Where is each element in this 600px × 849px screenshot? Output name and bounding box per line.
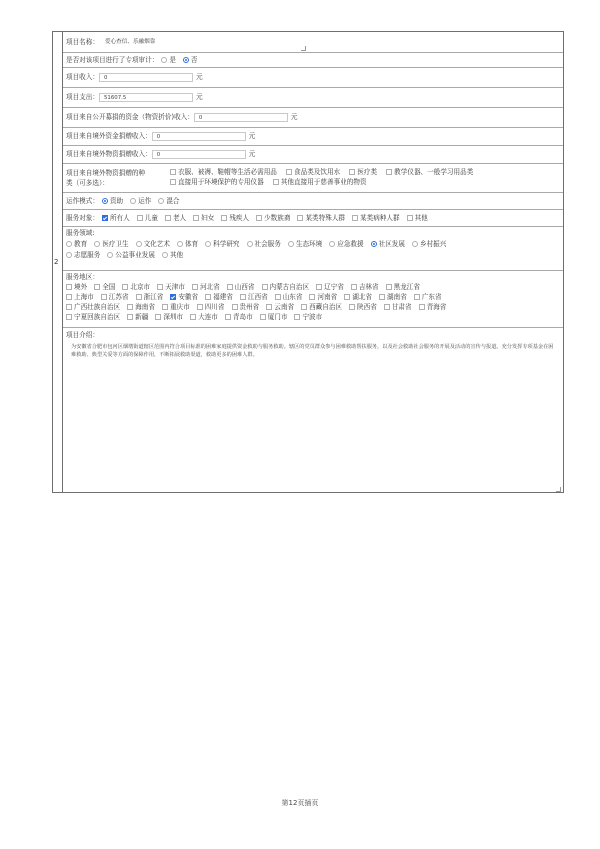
- region-option-2-label: 北京市: [130, 283, 151, 291]
- region-option-25-label: 贵州省: [239, 303, 260, 311]
- row-number-column: [53, 32, 63, 492]
- expense-row: [63, 88, 563, 108]
- audit-label: 是否对该项目进行了专项审计：: [66, 55, 159, 64]
- goods-other-checkbox[interactable]: [273, 179, 279, 185]
- region-option-1-checkbox[interactable]: [94, 284, 100, 290]
- field-option-6-label: 生态环境: [295, 240, 323, 248]
- region-option-34-checkbox[interactable]: [190, 314, 196, 320]
- target-option-6-label: 某类特殊人群: [305, 213, 346, 222]
- field-option-2-radio[interactable]: [136, 241, 142, 247]
- audit-yes-label: 是: [169, 55, 176, 64]
- intro-resize-handle-icon[interactable]: [556, 487, 561, 492]
- region-option-24-label: 四川省: [204, 303, 225, 311]
- overseas-fund-row: [63, 128, 563, 146]
- target-option-2-label: 老人: [172, 213, 187, 222]
- region-option-29-checkbox[interactable]: [384, 304, 390, 310]
- page-footer: 第12页插页: [281, 799, 319, 807]
- field-option-12-label: 其他: [169, 251, 184, 259]
- region-option-12-label: 浙江省: [143, 293, 164, 301]
- target-option-7-checkbox[interactable]: [352, 215, 358, 221]
- region-option-6-label: 内蒙古自治区: [269, 283, 310, 291]
- region-option-24-checkbox[interactable]: [197, 304, 203, 310]
- region-option-37-checkbox[interactable]: [294, 314, 300, 320]
- target-option-4-label: 残疾人: [229, 213, 250, 222]
- field-option-11-label: 公益事业发展: [115, 251, 155, 259]
- operation-grant-label: 资助: [109, 196, 124, 205]
- service-field-row: [63, 227, 563, 271]
- field-option-11-radio[interactable]: [107, 252, 113, 258]
- expense-input[interactable]: 51607.5: [99, 93, 193, 102]
- region-option-10-checkbox[interactable]: [66, 294, 72, 300]
- overseas-goods-input[interactable]: 0: [152, 150, 246, 159]
- income-label: 项目收入：: [66, 73, 99, 81]
- region-option-30-label: 青海省: [426, 303, 447, 311]
- public-fund-label: 项目来自公开募捐的资金（物资折价)收入：: [66, 113, 194, 121]
- region-option-0-checkbox[interactable]: [66, 284, 72, 290]
- region-option-16-checkbox[interactable]: [275, 294, 281, 300]
- service-region-row: [63, 271, 563, 328]
- target-option-1-checkbox[interactable]: [137, 215, 143, 221]
- target-option-1-label: 儿童: [144, 213, 158, 222]
- target-option-7-label: 某类病种人群: [360, 213, 400, 222]
- target-option-8-label: 其他: [414, 213, 428, 222]
- goods-teaching-label: 教学仪器、一般学习用品类: [394, 168, 474, 176]
- public-fund-unit: 元: [290, 113, 298, 121]
- operation-mixed-radio[interactable]: [158, 198, 164, 204]
- goods-type-label-line2: 类（可多选）：: [66, 179, 109, 187]
- region-option-13-label: 安徽省: [178, 293, 199, 301]
- region-option-6-checkbox[interactable]: [262, 284, 268, 290]
- field-option-3-radio[interactable]: [177, 241, 183, 247]
- region-option-8-label: 吉林省: [358, 283, 379, 291]
- field-option-5-label: 社会服务: [254, 240, 281, 248]
- region-option-28-label: 陕西省: [357, 303, 377, 311]
- field-option-1-radio[interactable]: [94, 241, 100, 247]
- goods-type-label-line1: 项目来自境外物资捐赠的种: [66, 169, 146, 177]
- operation-label: 运作模式：: [66, 196, 99, 205]
- field-option-7-radio[interactable]: [329, 241, 335, 247]
- intro-textarea[interactable]: 为安徽省合肥市包河区烟墩街道辖区范围内符合项目标准的困难家庭提供资金救助与服务救助。辖区的党员群众参与困难救助帮扶服务，以及社会救助社会服务的开展及活动的宣传与报道。充分发挥专项基金在困难救助、典型关爱等方面的保障作用，不断拓展救助渠道，救助更多的困难人群。: [71, 344, 554, 358]
- row-number: 2: [54, 258, 59, 266]
- income-input[interactable]: 0: [99, 73, 193, 82]
- service-target-label: 服务对象：: [66, 213, 99, 222]
- region-option-17-label: 河南省: [317, 293, 338, 301]
- region-option-0-label: 境外: [74, 283, 88, 291]
- target-option-0-label: 所有人: [109, 213, 130, 222]
- region-option-3-label: 天津市: [165, 283, 185, 291]
- goods-necessities-checkbox[interactable]: [170, 169, 176, 175]
- region-option-36-checkbox[interactable]: [260, 314, 266, 320]
- region-option-32-checkbox[interactable]: [127, 314, 133, 320]
- field-option-10-label: 志愿服务: [74, 251, 101, 259]
- goods-environment-label: 直接用于环境保护的专用仪器: [178, 178, 264, 186]
- goods-environment-checkbox[interactable]: [170, 179, 176, 185]
- public-fund-row: [63, 108, 563, 128]
- region-option-33-checkbox[interactable]: [155, 314, 161, 320]
- audit-no-radio[interactable]: [183, 57, 189, 63]
- region-option-35-checkbox[interactable]: [225, 314, 231, 320]
- region-option-23-label: 重庆市: [169, 303, 190, 311]
- resize-handle-icon[interactable]: [301, 46, 306, 51]
- target-option-4-checkbox[interactable]: [221, 215, 227, 221]
- target-option-6-checkbox[interactable]: [297, 215, 303, 221]
- region-option-18-label: 湖北省: [352, 293, 373, 301]
- target-option-0-checkbox[interactable]: [102, 215, 108, 221]
- region-option-20-checkbox[interactable]: [414, 294, 420, 300]
- target-option-3-label: 妇女: [201, 213, 215, 222]
- region-option-27-label: 西藏自治区: [309, 303, 343, 311]
- goods-medical-label: 医疗类: [357, 168, 378, 176]
- intro-row: [63, 328, 563, 494]
- region-option-5-label: 山西省: [234, 283, 255, 291]
- region-option-7-label: 辽宁省: [324, 283, 344, 291]
- expense-unit: 元: [195, 93, 203, 101]
- field-option-8-label: 社区发展: [378, 240, 405, 248]
- expense-label: 项目支出：: [66, 93, 99, 101]
- region-option-26-checkbox[interactable]: [266, 304, 272, 310]
- audit-row: [63, 53, 563, 68]
- target-option-5-checkbox[interactable]: [256, 215, 262, 221]
- goods-teaching-checkbox[interactable]: [386, 169, 392, 175]
- region-option-21-label: 广西壮族自治区: [74, 303, 121, 311]
- region-option-33-label: 深圳市: [163, 313, 184, 321]
- region-option-13-checkbox[interactable]: [170, 294, 176, 300]
- service-target-row: [63, 210, 563, 227]
- region-option-31-checkbox[interactable]: [66, 314, 72, 320]
- field-option-5-radio[interactable]: [247, 241, 253, 247]
- region-option-32-label: 新疆: [135, 313, 149, 321]
- field-option-9-label: 乡村振兴: [420, 240, 447, 248]
- region-option-15-checkbox[interactable]: [240, 294, 246, 300]
- region-option-11-label: 江苏省: [108, 293, 129, 301]
- audit-no-label: 否: [190, 55, 198, 64]
- overseas-goods-unit: 元: [248, 150, 256, 158]
- region-option-3-checkbox[interactable]: [157, 284, 163, 290]
- operation-row: [63, 193, 563, 210]
- field-option-9-radio[interactable]: [412, 241, 418, 247]
- field-option-8-radio[interactable]: [371, 241, 377, 247]
- region-option-11-checkbox[interactable]: [101, 294, 107, 300]
- overseas-goods-label: 项目来自境外物资捐赠收入：: [66, 150, 152, 158]
- region-option-34-label: 大连市: [198, 313, 218, 321]
- field-option-2-label: 文化艺术: [143, 240, 170, 248]
- region-option-19-checkbox[interactable]: [379, 294, 385, 300]
- service-field-label: 服务领域:: [66, 229, 95, 237]
- region-option-10-label: 上海市: [74, 293, 94, 301]
- income-unit: 元: [195, 73, 203, 81]
- goods-medical-checkbox[interactable]: [349, 169, 355, 175]
- field-option-12-radio[interactable]: [162, 252, 168, 258]
- region-option-2-checkbox[interactable]: [122, 284, 128, 290]
- project-form: [52, 31, 564, 493]
- field-option-6-radio[interactable]: [288, 241, 294, 247]
- goods-food-checkbox[interactable]: [286, 169, 292, 175]
- region-option-31-label: 宁夏回族自治区: [74, 313, 121, 321]
- operation-run-radio[interactable]: [130, 198, 136, 204]
- region-option-22-label: 海南省: [135, 303, 155, 311]
- field-option-1-label: 医疗卫生: [102, 240, 129, 248]
- overseas-fund-label: 项目来自境外资金捐赠收入：: [66, 132, 152, 140]
- region-option-23-checkbox[interactable]: [162, 304, 168, 310]
- intro-label: 项目介绍：: [66, 331, 99, 339]
- goods-type-row: [63, 164, 563, 193]
- region-option-22-checkbox[interactable]: [127, 304, 133, 310]
- region-option-4-label: 河北省: [199, 283, 220, 291]
- goods-necessities-label: 衣服、被褥、鞋帽等生活必需用品: [178, 168, 277, 176]
- field-option-3-label: 体育: [184, 240, 199, 248]
- audit-yes-radio[interactable]: [161, 57, 167, 63]
- region-option-20-label: 广东省: [421, 293, 442, 301]
- region-option-28-checkbox[interactable]: [349, 304, 355, 310]
- operation-mixed-label: 混合: [166, 196, 180, 205]
- field-option-4-radio[interactable]: [205, 241, 211, 247]
- project-name-row: [63, 32, 563, 53]
- region-option-19-label: 湖南省: [387, 293, 407, 301]
- overseas-goods-row: [63, 146, 563, 164]
- goods-other-label: 其他直接用于慈善事业的物资: [280, 178, 367, 186]
- income-row: [63, 68, 563, 88]
- target-option-3-checkbox[interactable]: [193, 215, 199, 221]
- region-option-17-checkbox[interactable]: [309, 294, 315, 300]
- region-option-35-label: 青岛市: [232, 313, 253, 321]
- region-option-15-label: 江西省: [247, 293, 268, 301]
- region-option-14-label: 福建省: [213, 293, 233, 301]
- field-option-10-radio[interactable]: [66, 252, 72, 258]
- operation-grant-radio[interactable]: [102, 198, 108, 204]
- region-option-1-label: 全国: [102, 283, 116, 291]
- field-option-0-label: 教育: [74, 240, 88, 248]
- region-option-8-checkbox[interactable]: [351, 284, 357, 290]
- region-option-9-label: 黑龙江省: [393, 283, 420, 291]
- region-option-7-checkbox[interactable]: [316, 284, 322, 290]
- target-option-8-checkbox[interactable]: [407, 215, 413, 221]
- region-option-4-checkbox[interactable]: [192, 284, 198, 290]
- region-option-16-label: 山东省: [282, 293, 303, 301]
- region-option-36-label: 厦门市: [267, 313, 288, 321]
- region-option-37-label: 宁波市: [302, 313, 323, 321]
- region-option-5-checkbox[interactable]: [227, 284, 233, 290]
- goods-food-label: 食品类及饮用水: [294, 168, 341, 176]
- project-name-label: 项目名称：: [66, 37, 99, 46]
- region-option-14-checkbox[interactable]: [205, 294, 211, 300]
- target-option-2-checkbox[interactable]: [165, 215, 171, 221]
- overseas-fund-input[interactable]: 0: [152, 132, 246, 141]
- overseas-fund-unit: 元: [248, 132, 256, 140]
- region-option-29-label: 甘肃省: [391, 303, 412, 311]
- region-option-18-checkbox[interactable]: [344, 294, 350, 300]
- public-fund-input[interactable]: 0: [194, 113, 288, 122]
- field-option-7-label: 应急救援: [337, 240, 364, 248]
- region-option-26-label: 云南省: [274, 303, 295, 311]
- target-option-5-label: 少数族裔: [264, 213, 291, 222]
- region-option-9-checkbox[interactable]: [386, 284, 392, 290]
- field-option-4-label: 科学研究: [213, 240, 240, 248]
- region-option-21-checkbox[interactable]: [66, 304, 72, 310]
- region-option-30-checkbox[interactable]: [419, 304, 425, 310]
- project-name-value[interactable]: 爱心查信、乐融烟靠: [104, 38, 156, 45]
- operation-run-label: 运作: [138, 196, 152, 205]
- region-option-12-checkbox[interactable]: [136, 294, 142, 300]
- region-option-25-checkbox[interactable]: [232, 304, 238, 310]
- service-region-label: 服务地区：: [66, 273, 99, 281]
- region-option-27-checkbox[interactable]: [301, 304, 307, 310]
- field-option-0-radio[interactable]: [66, 241, 72, 247]
